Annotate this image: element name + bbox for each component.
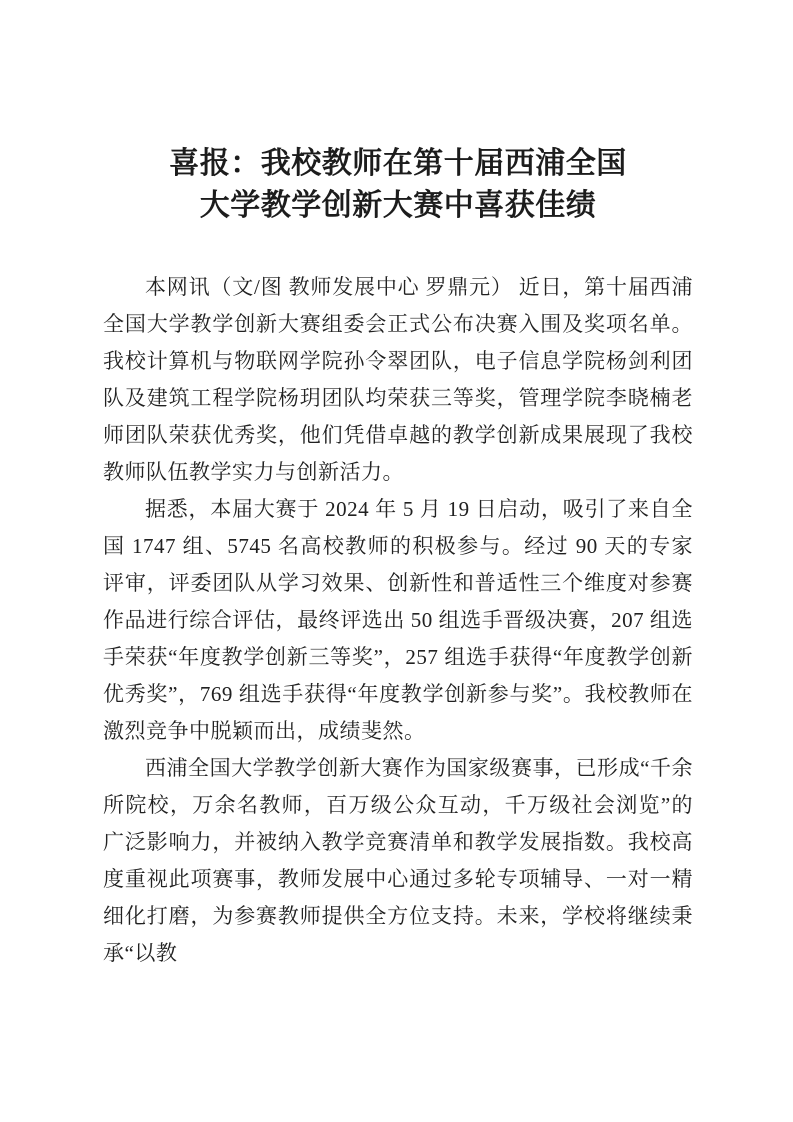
paragraph-2: 据悉，本届大赛于 2024 年 5 月 19 日启动，吸引了来自全国 1747 组、5745 名高校教师的积极参与。经过 90 天的专家评审，评委团队从学习效果、创新性和普适性三个维度对参赛作品进行综合评估，最终评选出 50 组选手晋级决赛，207 组选手荣获“年度教学创新三等奖”，257 组选手获得“年度教学创新优秀奖”，769 组选手获得“年度教学创新参与奖”。我校教师在激烈竞争中脱颖而出，成绩斐然。 [103,497,693,743]
paragraph-1: 本网讯（文/图 教师发展中心 罗鼎元） 近日，第十届西浦全国大学教学创新大赛组委会正式公布决赛入围及奖项名单。我校计算机与物联网学院孙令翠团队，电子信息学院杨剑利团队及建筑工程学院杨玥团队均荣获三等奖，管理学院李晓楠老师团队荣获优秀奖，他们凭借卓越的教学创新成果展现了我校教师队伍教学实力与创新活力。 [103,275,693,484]
document-title [103,143,693,227]
title-line-2: 大学教学创新大赛中喜获佳绩 [199,189,597,222]
paragraph-3: 西浦全国大学教学创新大赛作为国家级赛事，已形成“千余所院校，万余名教师，百万级公众互动，千万级社会浏览”的广泛影响力，并被纳入教学竞赛清单和教学发展指数。我校高度重视此项赛事，教师发展中心通过多轮专项辅导、一对一精细化打磨，为参赛教师提供全方位支持。未来，学校将继续秉承“以教 [103,756,693,965]
document-body [103,269,693,972]
title-line-1: 喜报：我校教师在第十届西浦全国 [169,147,627,180]
